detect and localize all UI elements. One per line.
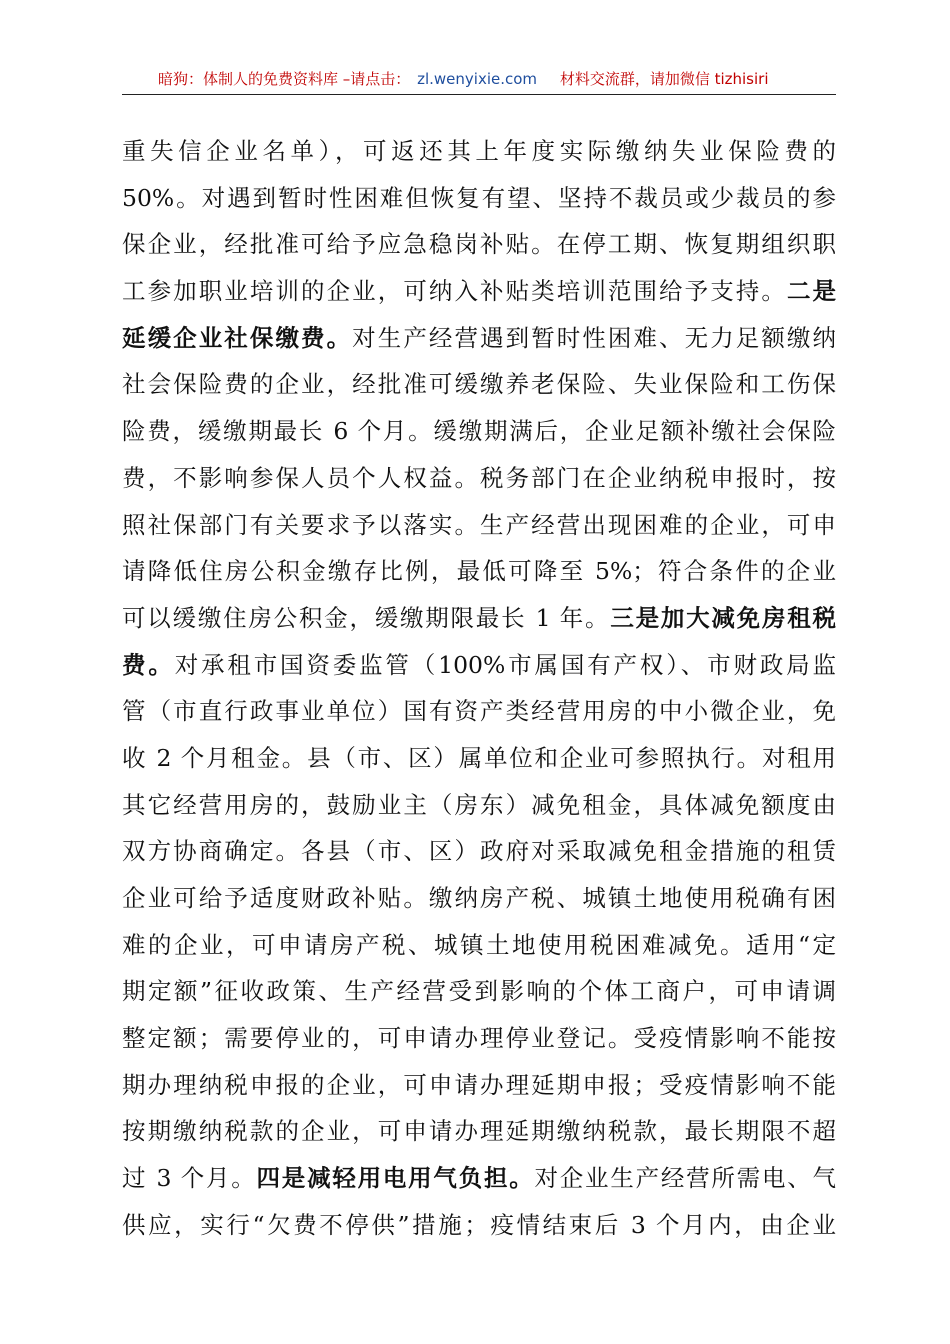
text-line [122,735,836,782]
text-line [122,408,836,455]
text-line [122,875,836,922]
text-segment: 50%。对遇到暂时性困难但恢复有望、坚持不裁员或少裁员的参 [122,183,836,212]
text-segment: 难的企业，可申请房产税、城镇土地使用税困难减免。适用“定 [122,930,836,959]
text-segment: 期定额”征收政策、生产经营受到影响的个体工商户，可申请调 [122,977,836,1006]
text-segment: 双方协商确定。各县（市、区）政府对采取减免租金措施的租赁 [122,837,836,866]
text-line [122,315,836,362]
text-segment: 收 2 个月租金。县（市、区）属单位和企业可参照执行。对租用 [122,743,836,772]
text-line [122,968,836,1015]
text-line [122,642,836,689]
bold-heading-segment: 二是 [786,277,836,306]
text-segment: 险费，缓缴期最长 6 个月。缓缴期满后，企业足额补缴社会保险 [122,417,836,446]
header-link[interactable]: zl.wenyixie.com [417,70,538,88]
text-segment: 整定额；需要停业的，可申请办理停业登记。受疫情影响不能按 [122,1024,836,1053]
text-segment: 工参加职业培训的企业，可纳入补贴类培训范围给予支持。 [122,277,787,306]
text-line [122,502,836,549]
text-segment: 重失信企业名单），可返还其上年度实际缴纳失业保险费的 [122,137,836,165]
text-line [122,1108,836,1155]
page-header [122,64,836,95]
text-line [122,922,836,969]
text-line [122,455,836,502]
text-line [122,1015,836,1062]
text-line [122,548,836,595]
text-line [122,595,836,642]
header-brand: 暗狗：体制人的免费资料库 [158,70,339,88]
text-line [122,1155,836,1202]
text-segment: 请降低住房公积金缴存比例，最低可降至 5%；符合条件的企业 [122,557,836,586]
text-line [122,128,836,175]
bold-heading-segment: 四是减轻用电用气负担。 [256,1164,535,1193]
text-line [122,1202,836,1249]
text-segment: 管（市直行政事业单位）国有资产类经营用房的中小微企业，免 [122,697,836,726]
header-contact: 材料交流群，请加微信 tizhisiri [559,70,769,88]
text-segment: 期办理纳税申报的企业，可申请办理延期申报；受疫情影响不能 [122,1070,836,1099]
text-line [122,828,836,875]
text-segment: 对生产经营遇到暂时性困难、无力足额缴纳 [352,323,836,352]
header-prompt: –请点击： [342,70,411,88]
text-line [122,782,836,829]
text-segment: 费，不影响参保人员个人权益。税务部门在企业纳税申报时，按 [122,463,836,492]
text-line [122,688,836,735]
text-segment: 可以缓缴住房公积金，缓缴期限最长 1 年。 [122,603,611,632]
text-segment: 其它经营用房的，鼓励业主（房东）减免租金，具体减免额度由 [122,790,836,819]
text-line [122,1062,836,1109]
text-segment: 对承租市国资委监管（100%市属国有产权）、市财政局监 [174,650,836,679]
bold-heading-segment: 三是加大减免房租税 [610,603,836,632]
text-segment: 供应，实行“欠费不停供”措施；疫情结束后 3 个月内，由企业 [122,1210,836,1239]
text-line [122,175,836,222]
text-line [122,361,836,408]
text-segment: 对企业生产经营所需电、气 [534,1164,836,1193]
text-segment: 照社保部门有关要求予以落实。生产经营出现困难的企业，可申 [122,510,836,539]
text-segment: 企业可给予适度财政补贴。缴纳房产税、城镇土地使用税确有困 [122,884,836,912]
bold-heading-segment: 费。 [122,650,175,679]
text-segment: 过 3 个月。 [122,1164,257,1193]
document-body [122,128,836,1249]
text-segment: 保企业，经批准可给予应急稳岗补贴。在停工期、恢复期组织职 [122,230,836,259]
text-line [122,268,836,315]
text-line [122,221,836,268]
text-segment: 社会保险费的企业，经批准可缓缴养老保险、失业保险和工伤保 [122,370,836,399]
text-segment: 按期缴纳税款的企业，可申请办理延期缴纳税款，最长期限不超 [122,1117,836,1146]
bold-heading-segment: 延缓企业社保缴费。 [122,323,353,352]
